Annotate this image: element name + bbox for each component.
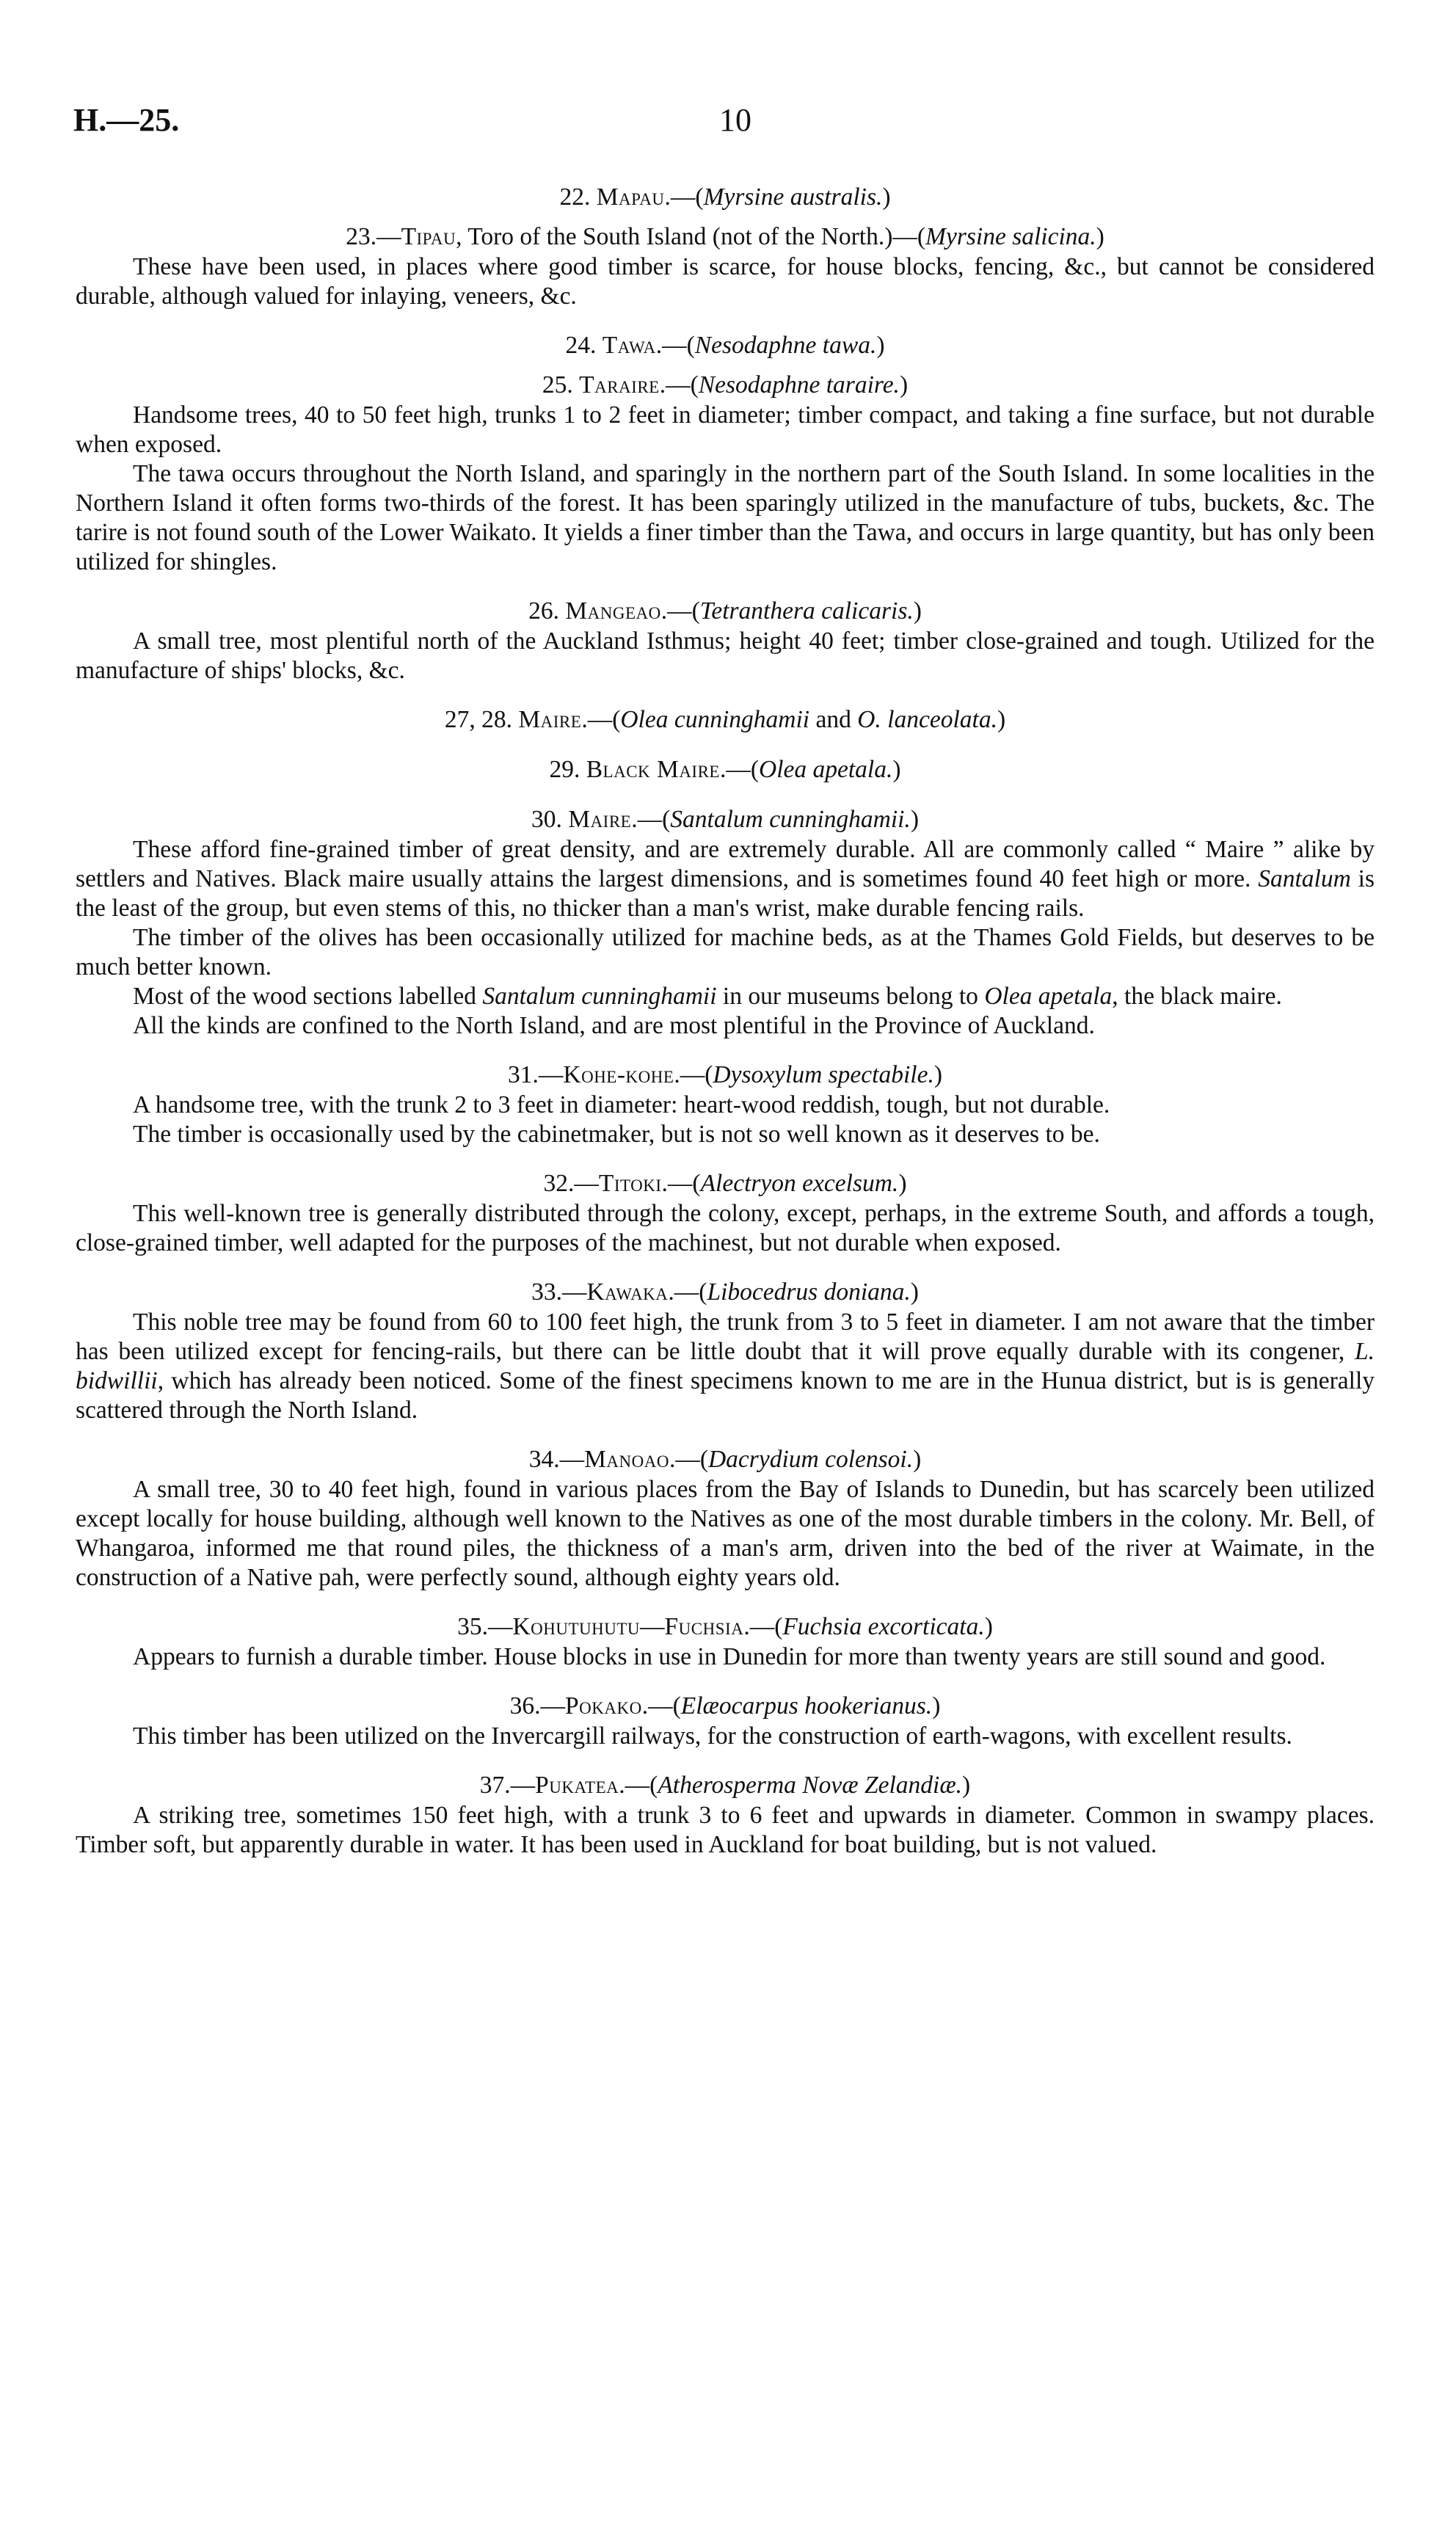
running-head [73,101,1383,145]
entry-heading-29: 29. Black Maire.—(Olea apetala.) [549,756,901,783]
entry-heading-34: 34.—Manoao.—(Dacrydium colensoi.) [528,1446,922,1473]
entry-paragraph: All the kinds are confined to the North Island, and are most plentiful in the Province of Auckland. [133,1012,1095,1039]
entry-heading-22: 22. Mapau.—(Myrsine australis.) [559,183,891,211]
entry-paragraph: The timber of the olives has been occasionally utilized for machine beds, as at the Thames Gold Fields, but deserves to be much better known. [76,924,1375,980]
entry-heading-27-28: 27, 28. Maire.—(Olea cunninghamii and O. lanceolata.) [444,706,1006,733]
entry-paragraph: The tawa occurs throughout the North Island, and sparingly in the northern part of the South Island. In some localities in the Northern Island it often forms two-thirds of the forest. It has been sparingly utilized in the manufacture of tubs, buckets, &c. The tarire is not found south of the Lower Waikato. It yields a finer timber than the Tawa, and occurs in large quantity, but has only been utilized for shingles. [76,460,1375,575]
entry-heading-37: 37.—Pukatea.—(Atherosperma Novæ Zelandiæ.) [479,1772,971,1799]
entry-heading-25: 25. Taraire.—(Nesodaphne taraire.) [542,371,909,399]
entry-paragraph: A striking tree, sometimes 150 feet high, with a trunk 3 to 6 feet and upwards in diameter. Common in swampy places. Timber soft, but apparently durable in water. It has been used in Auckland for boat building, but is not valued. [76,1802,1375,1858]
entry-paragraph: Appears to furnish a durable timber. House blocks in use in Dunedin for more than twenty years are still sound and good. [133,1643,1326,1670]
entry-paragraph: Most of the wood sections labelled Santalum cunninghamii in our museums belong to Olea apetala, the black maire. [133,983,1282,1010]
entry-heading-33: 33.—Kawaka.—(Libocedrus doniana.) [531,1278,919,1306]
entry-heading-30: 30. Maire.—(Santalum cunninghamii.) [531,806,919,833]
document-body [76,182,1375,1860]
entry-paragraph: This noble tree may be found from 60 to 100 feet high, the trunk from 3 to 5 feet in diameter. I am not aware that the timber has been utilized except for fencing-rails, but there can be little doubt that it will prove equally durable with its congener, L. bidwillii, which has already been noticed. Some of the finest specimens known to me are in the Hunua district, but is is generally scattered through the North Island. [76,1309,1375,1424]
entry-paragraph: Handsome trees, 40 to 50 feet high, trunks 1 to 2 feet in diameter; timber compact, and taking a fine surface, but not durable when exposed. [76,401,1375,458]
entry-heading-24: 24. Tawa.—(Nesodaphne tawa.) [565,332,885,359]
entry-heading-31: 31.—Kohe-kohe.—(Dysoxylum spectabile.) [508,1061,942,1088]
report-code: H.—25. [73,102,180,138]
entry-heading-35: 35.—Kohutuhutu—Fuchsia.—(Fuchsia excorticata.) [457,1613,993,1640]
entry-heading-32: 32.—Titoki.—(Alectryon excelsum.) [543,1170,907,1197]
entry-heading-26: 26. Mangeao.—(Tetranthera calicaris.) [528,597,922,625]
entry-paragraph: This well-known tree is generally distributed through the colony, except, perhaps, in the extreme South, and affords a tough, close-grained timber, well adapted for the purposes of the machinest, but not durable when exposed. [76,1200,1375,1256]
entry-paragraph: A small tree, most plentiful north of the Auckland Isthmus; height 40 feet; timber close-grained and tough. Utilized for the manufacture of ships' blocks, &c. [76,627,1375,684]
entry-paragraph: A small tree, 30 to 40 feet high, found in various places from the Bay of Islands to Dunedin, but has scarcely been utilized except locally for house building, although well known to the Natives as one of the most durable timbers in the colony. Mr. Bell, of Whangaroa, informed me that round piles, the thickness of a man's arm, driven into the bed of the river at Waimate, in the construction of a Native pah, were perfectly sound, although eighty years old. [76,1476,1375,1591]
entry-heading-36: 36.—Pokako.—(Elæocarpus hookerianus.) [509,1692,941,1720]
entry-paragraph: These have been used, in places where good timber is scarce, for house blocks, fencing, &c., but cannot be considered durable, although valued for inlaying, veneers, &c. [76,253,1375,310]
page-number: 10 [719,102,751,138]
entry-paragraph: A handsome tree, with the trunk 2 to 3 feet in diameter: heart-wood reddish, tough, but not durable. [133,1091,1110,1118]
entry-paragraph: These afford fine-grained timber of great density, and are extremely durable. All are commonly called “ Maire ” alike by settlers and Natives. Black maire usually attains the largest dimensions, and is sometimes found 40 feet high or more. Santalum is the least of the group, but even stems of this, no thicker than a man's wrist, make durable fencing rails. [76,836,1375,922]
entry-heading-23: 23.—Tipau, Toro of the South Island (not of the North.)—(Myrsine salicina.) [346,223,1104,250]
entry-paragraph: The timber is occasionally used by the cabinetmaker, but is not so well known as it deserves to be. [133,1121,1100,1148]
entry-paragraph: This timber has been utilized on the Invercargill railways, for the construction of earth-wagons, with excellent results. [133,1722,1292,1750]
